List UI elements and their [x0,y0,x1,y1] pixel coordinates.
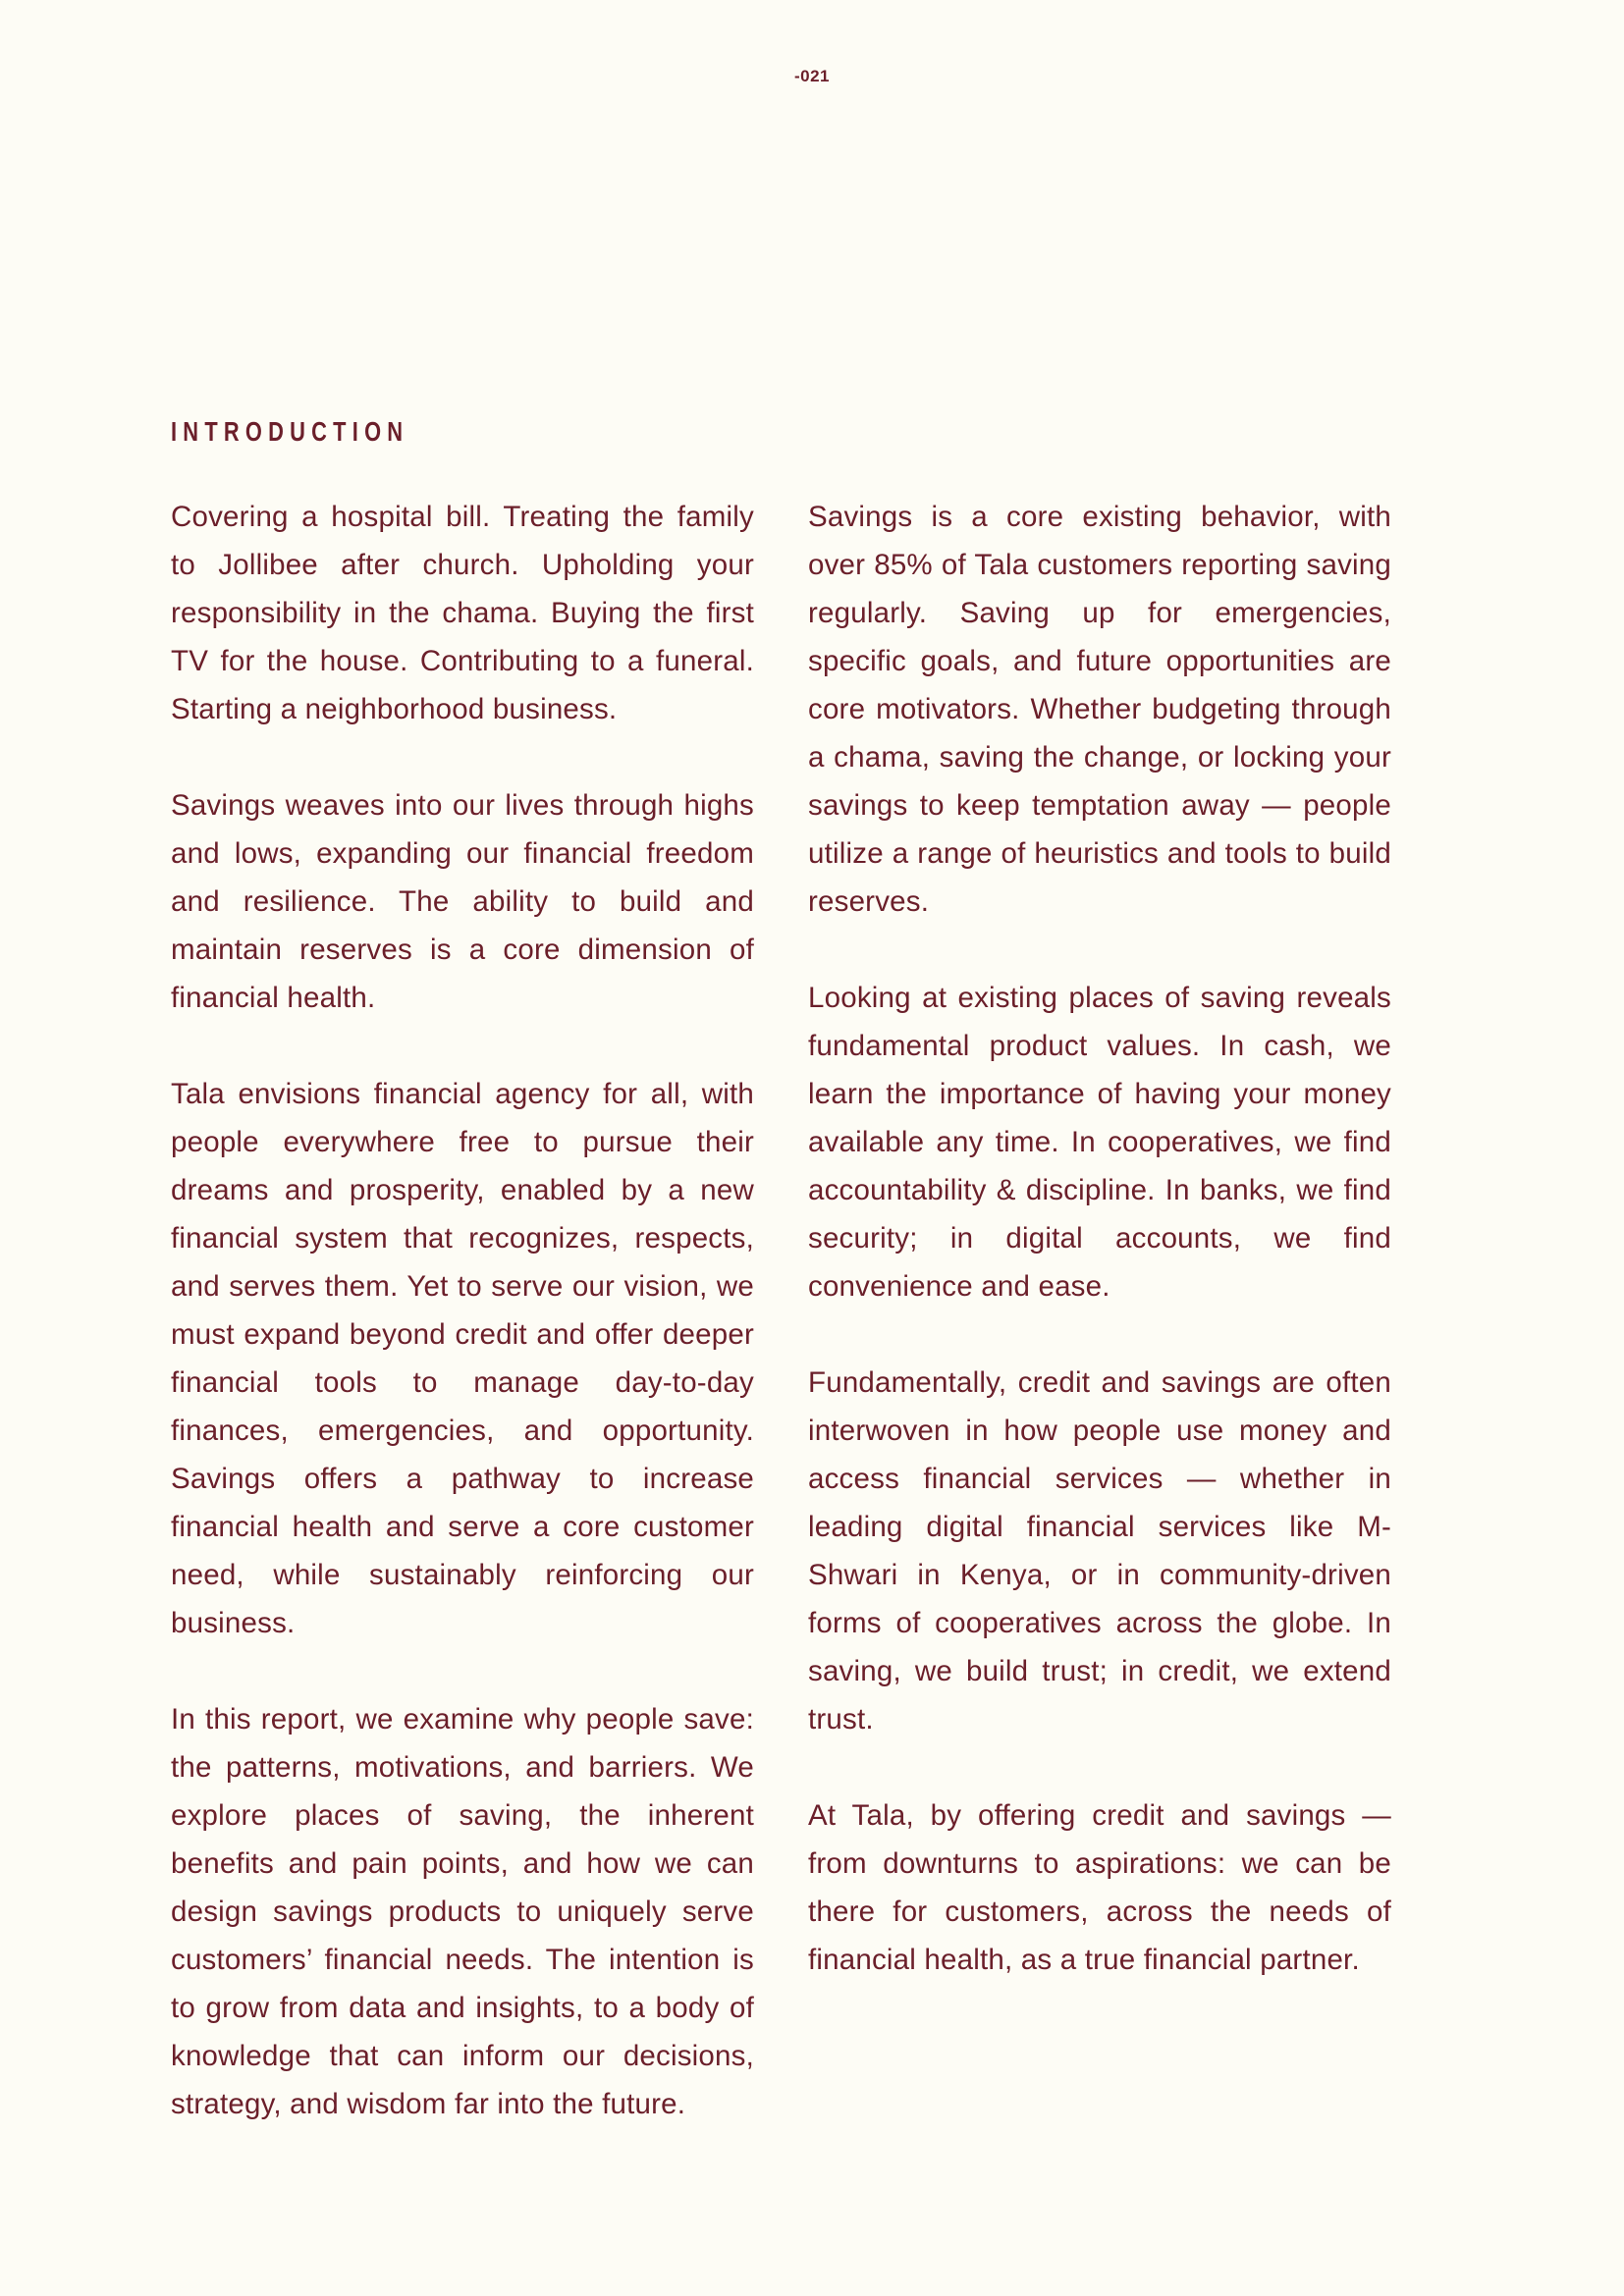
right-column [808,493,1391,2032]
paragraph: Looking at existing places of saving reveals fundamental product values. In cash, we learn the importance of having your money available any time. In cooperatives, we find accountability & discipline. In banks, we find security; in digital accounts, we find convenience and ease. [808,982,1391,1303]
paragraph: At Tala, by offering credit and savings — from downturns to aspirations: we can be there for customers, across the needs of financial health, as a true financial partner. [808,1799,1391,1976]
page-number: -021 [793,67,831,85]
paragraph: Tala envisions financial agency for all, with people everywhere free to pursue their dreams and prosperity, enabled by a new financial system that recognizes, respects, and serves them. Yet to serve our vision, we must expand beyond credit and offer deeper financial tools to manage day-to-day finances, emergencies, and opportunity. Savings offers a pathway to increase financial health and serve a core customer need, while sustainably reinforcing our business. [171,1078,754,1639]
left-column [171,493,754,2176]
paragraph: In this report, we examine why people save: the patterns, motivations, and barriers. We explore places of saving, the inherent benefits and pain points, and how we can design savings products to uniquely serve customers’ financial needs. The intention is to grow from data and insights, to a body of knowledge that can inform our decisions, strategy, and wisdom far into the future. [171,1703,754,2120]
paragraph: Savings is a core existing behavior, with over 85% of Tala customers reporting saving regularly. Saving up for emergencies, specific goals, and future opportunities are core motivators. Whether budgeting through a chama, saving the change, or locking your savings to keep temptation away — people utilize a range of heuristics and tools to build reserves. [808,501,1391,918]
paragraph: Fundamentally, credit and savings are often interwoven in how people use money and access financial services — whether in leading digital financial services like M-Shwari in Kenya, or in community-driven forms of cooperatives across the globe. In saving, we build trust; in credit, we extend trust. [808,1366,1391,1735]
section-heading: INTRODUCTION [171,416,409,447]
paragraph: Covering a hospital bill. Treating the family to Jollibee after church. Upholding your responsibility in the chama. Buying the first TV for the house. Contributing to a funeral. Starting a neighborhood business. [171,501,754,725]
paragraph: Savings weaves into our lives through highs and lows, expanding our financial freedom and resilience. The ability to build and maintain reserves is a core dimension of financial health. [171,789,754,1014]
